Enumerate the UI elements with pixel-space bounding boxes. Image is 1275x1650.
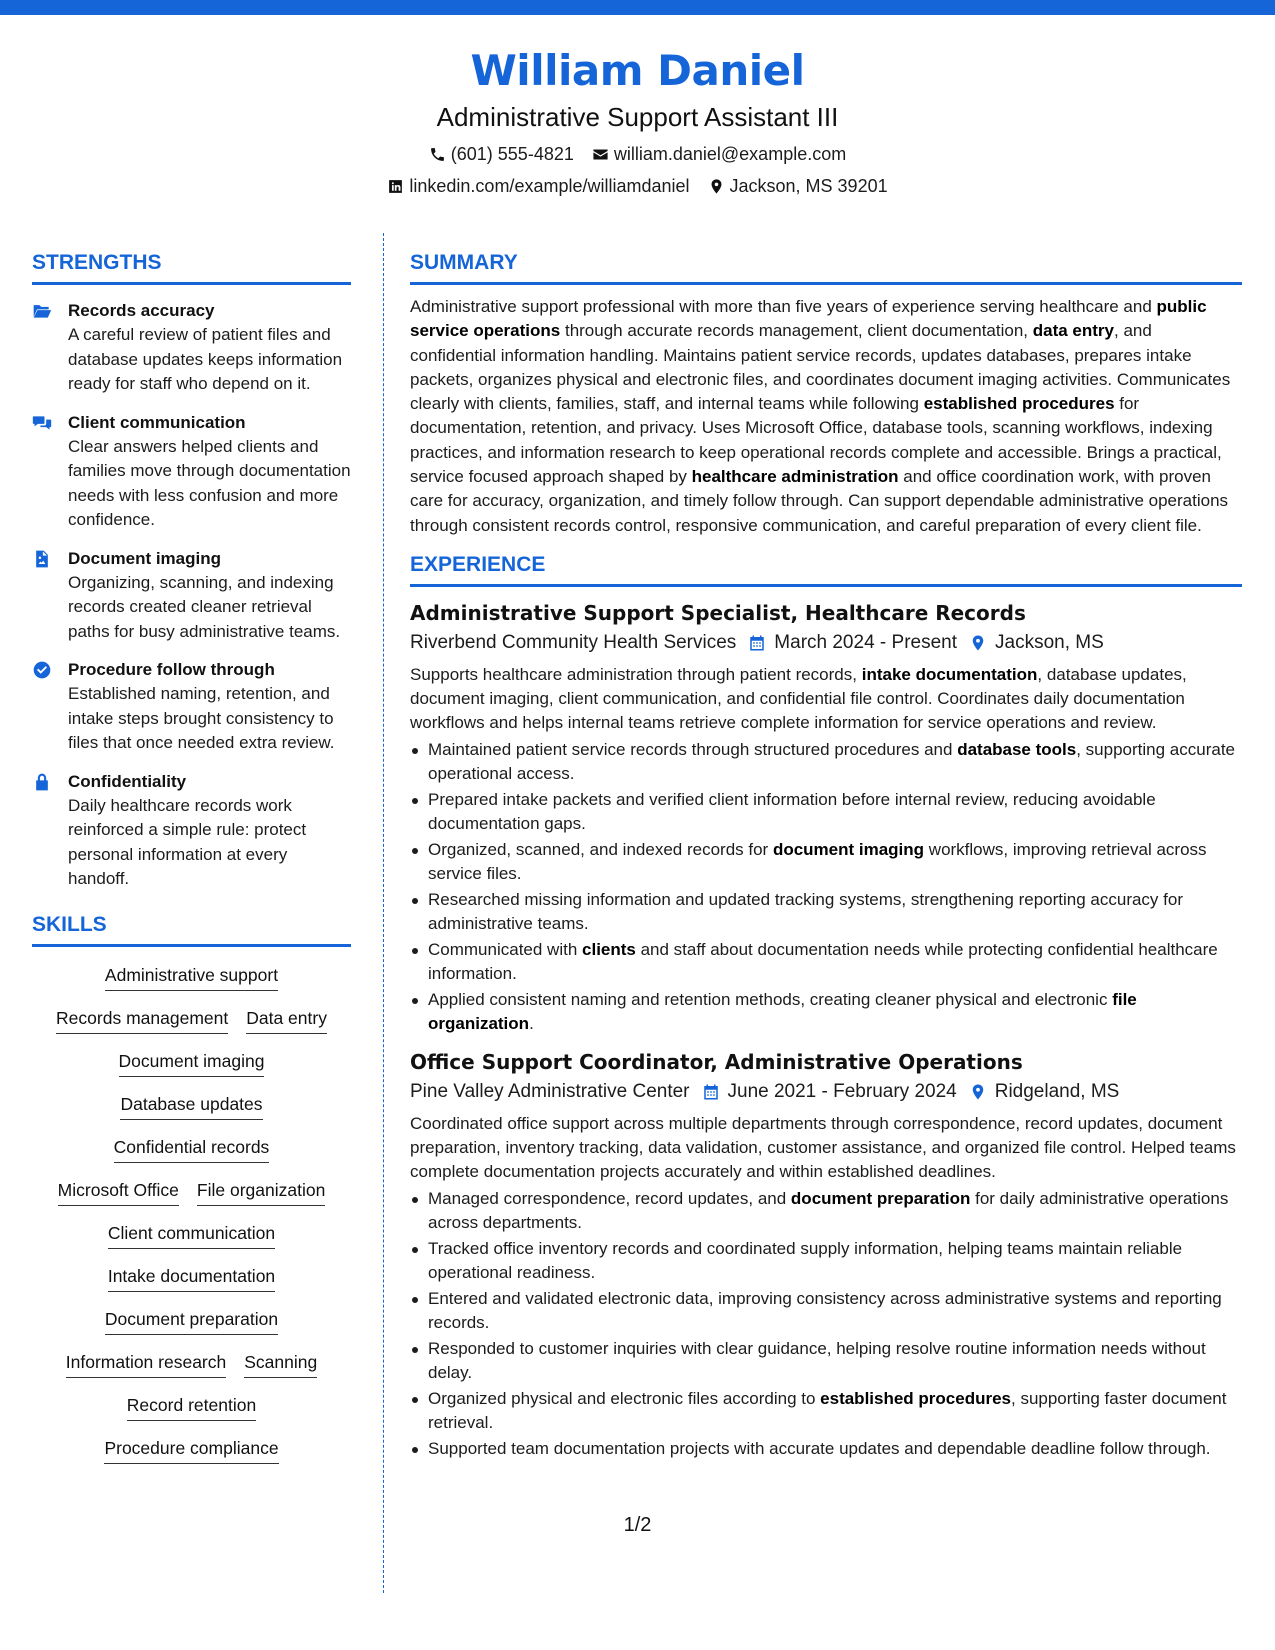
text-segment: , supporting accurate operational access.	[428, 739, 1235, 783]
text-segment: and staff about documentation needs while protecting confidential healthcare information.	[428, 939, 1218, 983]
skill-row	[104, 1436, 278, 1464]
bullet-item	[410, 1437, 1242, 1461]
job-location-text: Ridgeland, MS	[994, 1080, 1120, 1102]
strength-description: Clear answers helped clients and families move through documentation needs with less confusion and more confidence.	[68, 436, 351, 529]
skill-row	[56, 1006, 327, 1034]
folder-open-icon	[32, 301, 52, 321]
strengths-heading: STRENGTHS	[32, 250, 351, 285]
page-number: 1/2	[623, 1514, 652, 1536]
strength-body	[68, 411, 351, 533]
strength-title: Confidentiality	[68, 771, 187, 791]
emphasis-text: database tools	[957, 739, 1077, 759]
text-segment: Prepared intake packets and verified client information before internal review, reducing avoidable documentation gaps.	[428, 789, 1156, 833]
envelope-icon	[592, 146, 609, 163]
skill-tag: Client communication	[108, 1221, 275, 1249]
strength-description: Organizing, scanning, and indexing records created cleaner retrieval paths for busy administrative teams.	[68, 572, 341, 641]
comments-icon	[32, 413, 52, 433]
bullet-item	[410, 1187, 1242, 1235]
text-segment: for documentation, retention, and privacy. Uses Microsoft Office, database tools, scanning workflows, indexing practices, and information research to keep operational records complete and accessible. Brings a practical, service focused approach shaped by	[410, 394, 1222, 487]
bullet-item	[410, 1287, 1242, 1335]
skill-row	[66, 1350, 317, 1378]
experience-heading: EXPERIENCE	[410, 552, 1242, 587]
strength-title: Records accuracy	[68, 301, 215, 320]
skill-tag: Intake documentation	[108, 1264, 275, 1292]
job-dates-text: March 2024 - Present	[774, 631, 957, 653]
skills-heading: SKILLS	[32, 912, 351, 947]
check-circle-icon	[32, 660, 52, 680]
company-name: Riverbend Community Health Services	[410, 631, 737, 653]
left-column	[32, 250, 351, 1464]
job-description	[410, 663, 1242, 735]
skill-row	[120, 1092, 262, 1120]
strength-icon-wrap	[32, 547, 54, 645]
location-text: Jackson, MS 39201	[729, 176, 888, 196]
job-bullets	[410, 1187, 1242, 1461]
contact-row-2	[0, 174, 1275, 198]
emphasis-text: document preparation	[790, 1188, 971, 1208]
emphasis-text: public service operations	[410, 297, 1207, 341]
map-marker-icon	[969, 1083, 987, 1101]
company-name: Pine Valley Administrative Center	[410, 1080, 690, 1102]
job-title: Administrative Support Specialist, Healthcare Records	[410, 600, 1026, 625]
skill-row	[127, 1393, 256, 1421]
strength-body	[68, 299, 351, 397]
text-segment: Researched missing information and updated tracking systems, strengthening reporting accuracy for administrative teams.	[428, 889, 1183, 933]
emphasis-text: intake documentation	[861, 664, 1038, 684]
text-segment: for daily administrative operations across departments.	[428, 1188, 1229, 1232]
skill-tag: Record retention	[127, 1393, 256, 1421]
bullet-item	[410, 1337, 1242, 1385]
calendar-icon	[702, 1083, 720, 1101]
skill-row	[119, 1049, 265, 1077]
text-segment: and office coordination work, with proven care for accuracy, organization, and timely follow through. Can support dependable administrative operations through consistent records control, responsive communication, and careful preparation of every client file.	[410, 467, 1229, 535]
text-segment: .	[529, 1013, 534, 1033]
skill-tag: Document preparation	[105, 1307, 278, 1335]
emphasis-text: file organization	[428, 989, 1137, 1033]
map-marker-icon	[708, 178, 725, 195]
skill-tag: Information research	[66, 1350, 227, 1378]
bullet-item	[410, 738, 1242, 786]
emphasis-text: established procedures	[923, 394, 1115, 414]
lock-icon	[32, 772, 52, 792]
job-entry	[410, 599, 1242, 1036]
skills-list	[32, 963, 351, 1464]
text-segment: Supports healthcare administration through patient records,	[410, 664, 862, 684]
text-segment: Maintained patient service records through structured procedures and	[428, 739, 958, 759]
skill-tag: Scanning	[244, 1350, 317, 1378]
phone-icon	[429, 146, 446, 163]
strength-icon-wrap	[32, 770, 54, 892]
strength-item	[32, 547, 351, 645]
text-segment: , and confidential information handling. Maintains patient service records, updates databases, prepares intake packets, organizes physical and electronic files, and coordinates document imaging activities. Communicates clearly with clients, families, staff, and internal teams while following	[410, 321, 1231, 414]
strength-title: Procedure follow through	[68, 660, 275, 679]
map-marker-icon	[969, 634, 987, 652]
text-segment: Organized, scanned, and indexed records for	[428, 839, 773, 859]
strength-description: Established naming, retention, and intake steps brought consistency to files that once needed extra review.	[68, 684, 335, 752]
candidate-name: William Daniel	[470, 46, 805, 95]
emphasis-text: clients	[582, 939, 636, 959]
skill-tag: Procedure compliance	[104, 1436, 278, 1464]
emphasis-text: established procedures	[820, 1388, 1011, 1408]
skill-tag: File organization	[197, 1178, 325, 1206]
job-dates-text: June 2021 - February 2024	[727, 1080, 957, 1102]
phone-text: (601) 555-4821	[450, 144, 574, 164]
location-contact	[708, 174, 888, 198]
job-dates	[748, 629, 957, 657]
text-segment: , supporting faster document retrieval.	[428, 1388, 1227, 1432]
email-text: william.daniel@example.com	[613, 144, 847, 164]
job-location-text: Jackson, MS	[995, 631, 1104, 653]
column-divider	[383, 233, 384, 1593]
text-segment: Applied consistent naming and retention methods, creating cleaner physical and electronic	[428, 989, 1113, 1009]
job-meta	[410, 629, 1242, 657]
job-location	[969, 1078, 1120, 1106]
emphasis-text: data entry	[1032, 321, 1114, 341]
linkedin-text: linkedin.com/example/williamdaniel	[409, 176, 690, 196]
linkedin-icon	[387, 178, 404, 195]
bullet-item	[410, 938, 1242, 986]
right-column	[410, 250, 1242, 1463]
strength-item	[32, 411, 351, 533]
job-location	[969, 629, 1104, 657]
skill-row	[108, 1264, 275, 1292]
linkedin-contact[interactable]	[387, 174, 689, 198]
skill-tag: Microsoft Office	[58, 1178, 179, 1206]
strength-body	[68, 658, 351, 756]
job-description	[410, 1112, 1242, 1184]
job-dates	[702, 1078, 957, 1106]
skill-row	[105, 963, 278, 991]
skill-row	[58, 1178, 326, 1206]
text-segment: Entered and validated electronic data, improving consistency across administrative systems and reporting records.	[428, 1288, 1222, 1332]
job-title: Office Support Coordinator, Administrative Operations	[410, 1049, 1023, 1074]
strength-title: Document imaging	[68, 548, 222, 568]
strength-icon-wrap	[32, 411, 54, 533]
bullet-item	[410, 788, 1242, 836]
text-segment: workflows, improving retrieval across service files.	[428, 839, 1207, 883]
emphasis-text: document imaging	[772, 839, 925, 859]
contact-row-1	[0, 142, 1275, 166]
skill-tag: Records management	[56, 1006, 228, 1034]
emphasis-text: healthcare administration	[691, 467, 899, 487]
job-entry	[410, 1048, 1242, 1461]
candidate-role: Administrative Support Assistant III	[436, 102, 839, 132]
resume-header	[0, 44, 1275, 198]
strength-item	[32, 658, 351, 756]
strength-title: Client communication	[68, 412, 246, 432]
strength-body	[68, 770, 351, 892]
job-bullets	[410, 738, 1242, 1036]
email-contact[interactable]	[592, 142, 846, 166]
text-segment: Managed correspondence, record updates, and	[428, 1188, 791, 1208]
top-accent-bar	[0, 0, 1275, 15]
bullet-item	[410, 988, 1242, 1036]
job-meta	[410, 1078, 1242, 1106]
skill-tag: Document imaging	[119, 1049, 265, 1077]
bullet-item	[410, 1387, 1242, 1435]
experience-list	[410, 599, 1242, 1461]
summary-text	[410, 295, 1242, 538]
summary-heading: SUMMARY	[410, 250, 1242, 285]
skill-tag: Confidential records	[114, 1135, 270, 1163]
skill-tag: Administrative support	[105, 963, 278, 991]
skill-row	[108, 1221, 275, 1249]
text-segment: through accurate records management, client documentation,	[560, 321, 1033, 341]
bullet-item	[410, 1237, 1242, 1285]
text-segment: Administrative support professional with more than five years of experience serving healthcare and	[410, 297, 1157, 316]
skill-row	[105, 1307, 278, 1335]
strengths-list	[32, 299, 351, 892]
text-segment: Organized physical and electronic files according to	[428, 1388, 821, 1408]
strength-description: Daily healthcare records work reinforced a simple rule: protect personal information at every handoff.	[68, 795, 307, 888]
phone-contact[interactable]	[429, 142, 574, 166]
strength-item	[32, 770, 351, 892]
strength-item	[32, 299, 351, 397]
text-segment: Responded to customer inquiries with clear guidance, helping resolve routine information needs without delay.	[428, 1338, 1206, 1382]
bullet-item	[410, 838, 1242, 886]
strength-icon-wrap	[32, 658, 54, 756]
text-segment: , database updates, document imaging, client communication, and confidential file control. Coordinates daily documentation workflows and helps internal teams retrieve complete information for service operations and review.	[410, 664, 1187, 732]
skill-row	[114, 1135, 270, 1163]
calendar-icon	[748, 634, 766, 652]
bullet-item	[410, 888, 1242, 936]
skill-tag: Data entry	[246, 1006, 327, 1034]
strength-body	[68, 547, 351, 645]
text-segment: Communicated with	[428, 939, 583, 959]
skill-tag: Database updates	[120, 1092, 262, 1120]
text-segment: Coordinated office support across multiple departments through correspondence, record updates, document preparation, inventory tracking, data validation, customer assistance, and organized file control. Helped teams complete documentation projects accurately and within established deadlines.	[410, 1113, 1236, 1181]
strength-icon-wrap	[32, 299, 54, 397]
text-segment: Supported team documentation projects with accurate updates and dependable deadline follow through.	[428, 1438, 1211, 1458]
strength-description: A careful review of patient files and database updates keeps information ready for staff who depend on it.	[68, 325, 343, 393]
file-image-icon	[32, 549, 52, 569]
text-segment: Tracked office inventory records and coordinated supply information, helping teams maintain reliable operational readiness.	[428, 1238, 1183, 1282]
